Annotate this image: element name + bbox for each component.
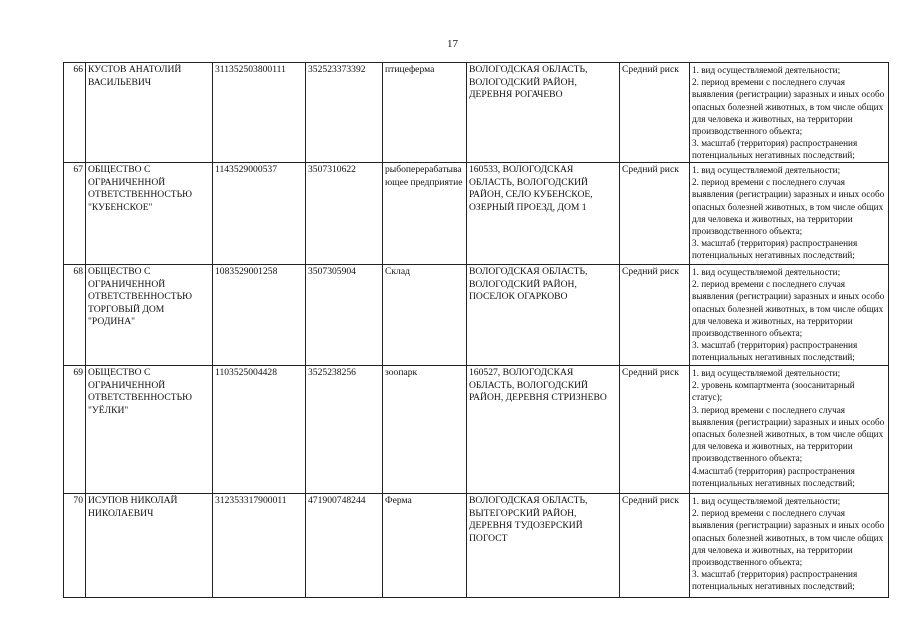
risk-factor: 2. период времени с последнего случая выявления (регистрации) заразных и иных особо опасных болезней животных, в том числе общих для человека и животных, на территории производственного объекта; [692,279,885,339]
ogrn-cell: 1103525004428 [213,366,306,494]
entity-name: ОБЩЕСТВО С ОГРАНИЧЕННОЙ ОТВЕТСТВЕННОСТЬЮ "УЁЛКИ" [86,366,213,494]
registry-table [63,62,889,598]
risk-factor: 2. уровень компартмента (зоосанитарный статус); [692,380,855,403]
risk-factor: 1. вид осуществляемой деятельности; [692,368,841,378]
risk-factor: 3. масштаб (территория) распространения потенциальных негативных последствий; [692,138,858,161]
address-cell: ВОЛОГОДСКАЯ ОБЛАСТЬ, ВОЛОГОДСКИЙ РАЙОН, ДЕРЕВНЯ РОГАЧЕВО [467,63,620,163]
table-row [64,265,889,366]
table-row [64,163,889,265]
activity-cell: Склад [383,265,467,366]
risk-factor: 2. период времени с последнего случая выявления (регистрации) заразных и иных особо опасных болезней животных, в том числе общих для человека и животных, на территории производственного объекта; [692,177,885,237]
risk-factors-cell [690,494,889,598]
risk-factor: 3. масштаб (территория) распространения потенциальных негативных последствий; [692,569,858,592]
risk-factor: 1. вид осуществляемой деятельности; [692,165,841,175]
activity-cell: рыбоперерабатывающее предприятие [383,163,467,265]
entity-name: ОБЩЕСТВО С ОГРАНИЧЕННОЙ ОТВЕТСТВЕННОСТЬЮ ТОРГОВЫЙ ДОМ "РОДИНА" [86,265,213,366]
row-number: 68 [64,265,86,366]
address-cell: ВОЛОГОДСКАЯ ОБЛАСТЬ, ВОЛОГОДСКИЙ РАЙОН, ПОСЕЛОК ОГАРКОВО [467,265,620,366]
registry-body [64,63,889,598]
risk-cell: Средний риск [620,494,690,598]
entity-name: КУСТОВ АНАТОЛИЙ ВАСИЛЬЕВИЧ [86,63,213,163]
row-number: 70 [64,494,86,598]
entity-name: ИСУПОВ НИКОЛАЙ НИКОЛАЕВИЧ [86,494,213,598]
inn-cell: 3507305904 [306,265,383,366]
table-row [64,63,889,163]
risk-factors-cell [690,265,889,366]
risk-factors-cell [690,163,889,265]
row-number: 66 [64,63,86,163]
ogrn-cell: 1083529001258 [213,265,306,366]
risk-factor: 1. вид осуществляемой деятельности; [692,65,841,75]
risk-factor: 4.масштаб (территория) распространения потенциальных негативных последствий; [692,465,855,488]
risk-factor: 2. период времени с последнего случая выявления (регистрации) заразных и иных особо опасных болезней животных, в том числе общих для человека и животных, на территории производственного объекта; [692,77,885,137]
risk-factor: 3. масштаб (территория) распространения потенциальных негативных последствий; [692,340,858,363]
risk-cell: Средний риск [620,366,690,494]
inn-cell: 352523373392 [306,63,383,163]
address-cell: ВОЛОГОДСКАЯ ОБЛАСТЬ, ВЫТЕГОРСКИЙ РАЙОН, ДЕРЕВНЯ ТУДОЗЕРСКИЙ ПОГОСТ [467,494,620,598]
ogrn-cell: 311352503800111 [213,63,306,163]
inn-cell: 471900748244 [306,494,383,598]
entity-name: ОБЩЕСТВО С ОГРАНИЧЕННОЙ ОТВЕТСТВЕННОСТЬЮ "КУБЕНСКОЕ" [86,163,213,265]
activity-cell: птицеферма [383,63,467,163]
activity-cell: Ферма [383,494,467,598]
ogrn-cell: 312353317900011 [213,494,306,598]
risk-factor: 2. период времени с последнего случая выявления (регистрации) заразных и иных особо опасных болезней животных, в том числе общих для человека и животных, на территории производственного объекта; [692,508,885,568]
inn-cell: 3507310622 [306,163,383,265]
table-row [64,494,889,598]
table-row [64,366,889,494]
address-cell: 160533, ВОЛОГОДСКАЯ ОБЛАСТЬ, ВОЛОГОДСКИЙ РАЙОН, СЕЛО КУБЕНСКОЕ, ОЗЕРНЫЙ ПРОЕЗД, ДОМ 1 [467,163,620,265]
inn-cell: 3525238256 [306,366,383,494]
risk-cell: Средний риск [620,265,690,366]
risk-factor: 3. период времени с последнего случая выявления (регистрации) заразных и иных особо опасных болезней животных, в том числе общих для человека и животных, на территории производственного объекта; [692,404,885,464]
address-cell: 160527, ВОЛОГОДСКАЯ ОБЛАСТЬ, ВОЛОГОДСКИЙ РАЙОН, ДЕРЕВНЯ СТРИЗНЕВО [467,366,620,494]
ogrn-cell: 1143529000537 [213,163,306,265]
activity-cell: зоопарк [383,366,467,494]
risk-factors-cell [690,63,889,163]
risk-cell: Средний риск [620,163,690,265]
row-number: 69 [64,366,86,494]
page-number: 17 [447,38,458,50]
risk-cell: Средний риск [620,63,690,163]
risk-factor: 3. масштаб (территория) распространения потенциальных негативных последствий; [692,238,858,261]
risk-factors-cell [690,366,889,494]
row-number: 67 [64,163,86,265]
risk-factor: 1. вид осуществляемой деятельности; [692,496,841,506]
risk-factor: 1. вид осуществляемой деятельности; [692,267,841,277]
